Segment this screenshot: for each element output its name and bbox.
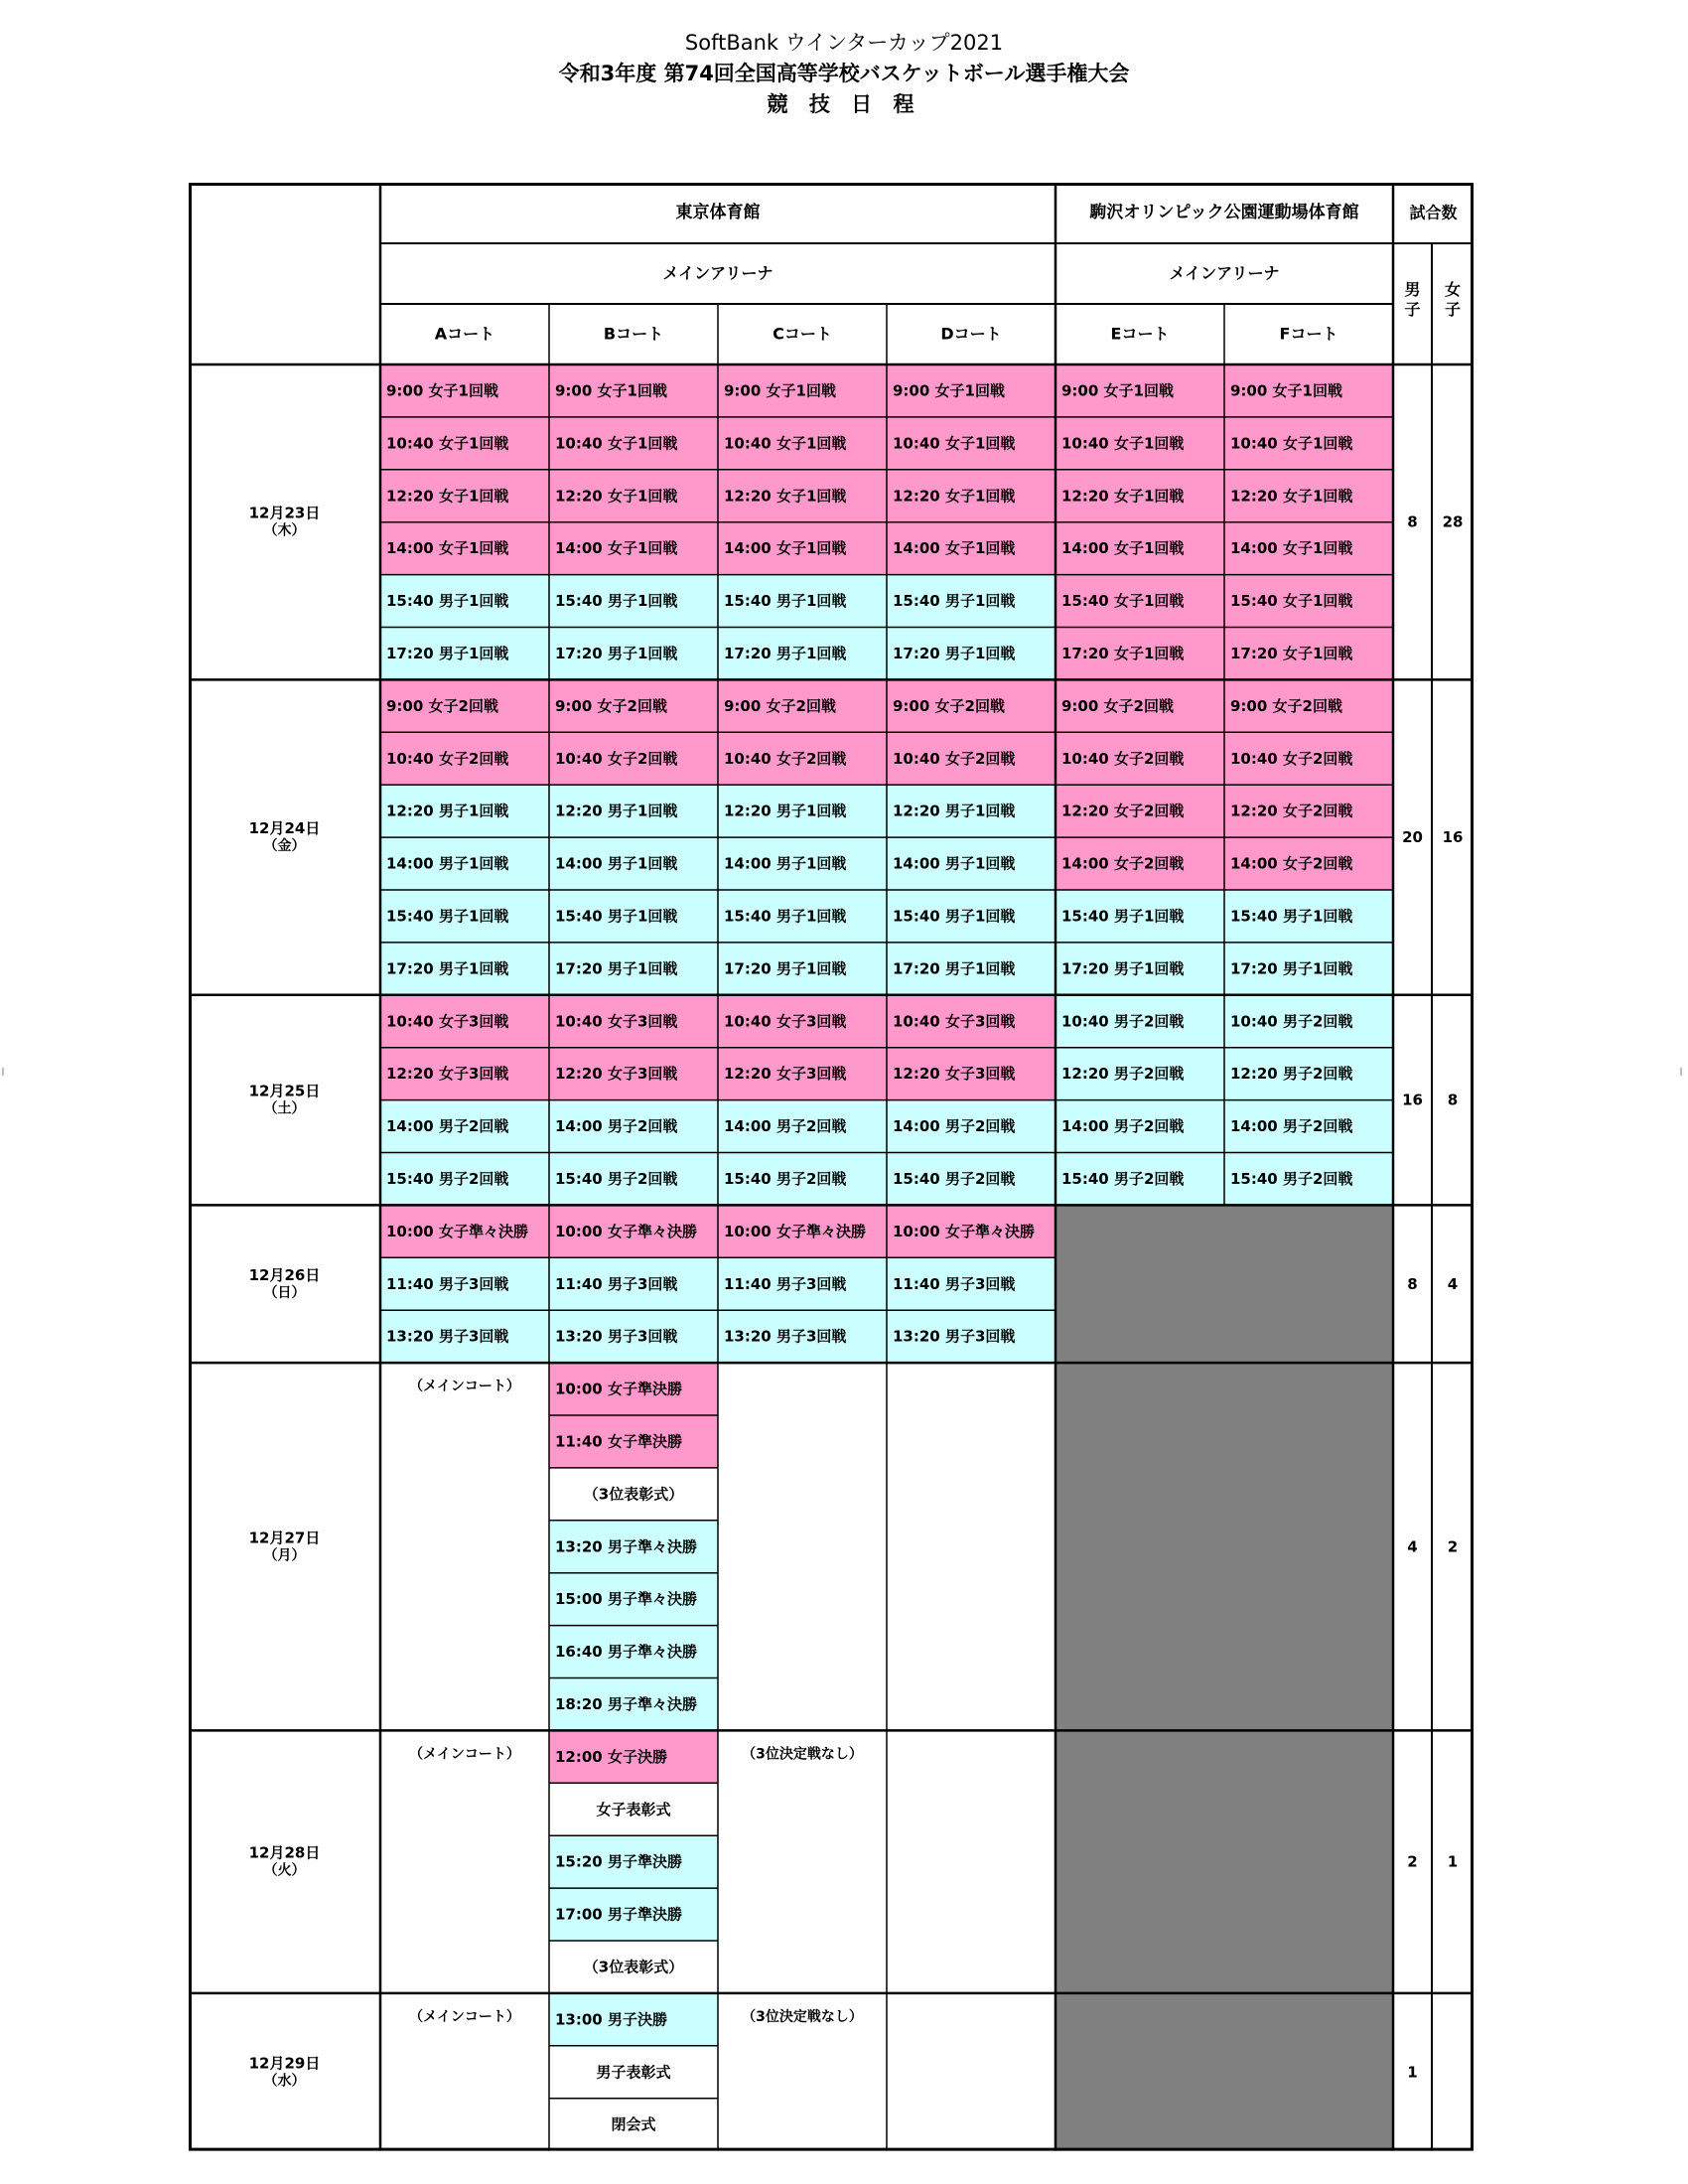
match-cell-label: 14:00 女子1回戦 [1230,539,1353,558]
match-cell-label: 10:40 女子3回戦 [555,1012,678,1031]
match-cell-label: 14:00 男子2回戦 [893,1117,1016,1136]
match-cell-label: 9:00 女子1回戦 [1230,381,1342,400]
court-header-b: Bコート [603,324,664,344]
match-cell-label: 10:40 女子1回戦 [1230,434,1353,453]
match-cell-label: 14:00 女子1回戦 [1061,539,1185,558]
match-cell-label: 11:40 男子3回戦 [386,1274,509,1293]
match-cell-label: 9:00 女子1回戦 [386,381,498,400]
match-cell-label: 9:00 女子2回戦 [1230,696,1342,715]
match-cell-label: 12:20 女子3回戦 [555,1065,678,1084]
no-third-place-note: （3位決定戦なし） [742,1746,863,1763]
match-cell-label: 12:20 男子1回戦 [555,801,678,820]
match-cell-label: 9:00 女子1回戦 [893,381,1005,400]
count-header-men: 男子 [1404,280,1421,319]
match-cell-label: 15:40 女子1回戦 [1061,592,1185,611]
day-date: 12月23日 [248,504,321,522]
venue-komazawa-label: 駒沢オリンピック公園運動場体育館 [1089,203,1359,222]
match-cell-label: 10:00 女子準々決勝 [555,1222,697,1240]
ceremony-label: （3位表彰式） [583,1485,684,1504]
day-date: 12月26日 [248,1265,321,1284]
match-cell-label: 11:40 女子準決勝 [555,1432,682,1451]
schedule-table [189,183,1474,2171]
court-header-d: Dコート [940,324,1002,344]
match-cell-label: 12:20 女子1回戦 [1061,487,1185,506]
match-cell-label: 13:20 男子3回戦 [724,1327,847,1346]
match-cell-label: 14:00 女子1回戦 [386,539,509,558]
match-cell-label: 10:40 女子3回戦 [724,1012,847,1031]
match-cell-label: 10:40 女子3回戦 [893,1012,1016,1031]
match-cell-label: 15:40 男子2回戦 [1061,1169,1185,1188]
match-cell-label: 13:20 男子3回戦 [555,1327,678,1346]
court-header-e: Eコート [1110,324,1170,344]
match-cell-label: 15:40 男子2回戦 [724,1169,847,1188]
match-cell-label: 9:00 女子2回戦 [724,696,836,715]
ceremony-label: 閉会式 [611,2115,656,2134]
match-cell-label: 12:20 女子3回戦 [386,1065,509,1084]
match-cell-label: 10:40 男子2回戦 [1061,1012,1185,1031]
match-cell-label: 15:40 男子1回戦 [386,907,509,926]
count-header-women: 女子 [1444,280,1462,319]
match-cell-label: 10:00 女子準々決勝 [724,1222,866,1240]
match-cell-label: 9:00 女子2回戦 [893,696,1005,715]
match-cell-label: 15:40 男子2回戦 [386,1169,509,1188]
match-cell-label: 10:40 女子2回戦 [1230,749,1353,768]
match-cell-label: 12:20 女子1回戦 [555,487,678,506]
day-weekday: （土） [263,1100,306,1117]
women-match-count: 2 [1447,1537,1459,1556]
match-cell-label: 12:20 男子1回戦 [893,801,1016,820]
day-date: 12月29日 [248,2054,321,2073]
match-cell-label: 15:40 男子1回戦 [724,907,847,926]
match-cell-label: 10:40 女子1回戦 [893,434,1016,453]
women-match-count: 8 [1447,1091,1459,1109]
match-cell-label: 17:20 男子1回戦 [893,644,1016,662]
document-title [0,28,1688,120]
match-cell-label: 17:20 女子1回戦 [1230,644,1353,662]
match-cell-label: 10:00 女子準々決勝 [386,1222,528,1240]
match-cell-label: 15:40 男子1回戦 [555,907,678,926]
match-cell-label: 17:20 男子1回戦 [386,959,509,978]
men-match-count: 2 [1407,1852,1418,1871]
match-cell-label: 14:00 男子1回戦 [555,854,678,873]
ceremony-label: 女子表彰式 [596,1800,671,1819]
match-cell-label: 12:20 女子1回戦 [893,487,1016,506]
day-weekday: （水） [263,2073,306,2090]
left-edge-mark [2,1068,9,1076]
day-weekday: （月） [263,1547,306,1564]
match-cell-label: 11:40 男子3回戦 [555,1274,678,1293]
match-cell-label: 15:40 男子1回戦 [724,592,847,611]
match-cell-label: 17:20 男子1回戦 [386,644,509,662]
match-cell-label: 9:00 女子2回戦 [555,696,667,715]
match-cell-label: 14:00 女子1回戦 [724,539,847,558]
match-cell-label: 12:20 女子2回戦 [1061,801,1185,820]
match-cell-label: 15:40 男子1回戦 [893,907,1016,926]
main-court-note: （メインコート） [409,1379,520,1395]
match-cell-label: 10:40 女子2回戦 [893,749,1016,768]
match-cell-label: 10:40 女子1回戦 [1061,434,1185,453]
match-cell-label: 11:40 男子3回戦 [893,1274,1016,1293]
match-cell-label: 12:20 女子1回戦 [724,487,847,506]
ceremony-label: （3位表彰式） [583,1958,684,1976]
main-court-note: （メインコート） [409,1746,520,1763]
day-weekday: （金） [263,838,306,855]
komazawa-unused-block [1055,1205,1393,2150]
title-sponsor-line: SoftBank ウインターカップ2021 [684,31,1004,55]
match-cell-label: 9:00 女子1回戦 [724,381,836,400]
match-cell-label: 17:20 男子1回戦 [555,959,678,978]
match-cell-label: 15:40 男子1回戦 [1230,907,1353,926]
men-match-count: 16 [1402,1091,1423,1109]
match-cell-label: 15:40 男子1回戦 [386,592,509,611]
match-cell-label: 17:00 男子準決勝 [555,1905,682,1924]
match-cell-label: 13:20 男子準々決勝 [555,1537,697,1556]
match-cell-label: 13:00 男子決勝 [555,2010,667,2029]
match-cell-label: 10:40 女子2回戦 [1061,749,1185,768]
day-date: 12月28日 [248,1843,321,1862]
venue-tokyo-label: 東京体育館 [675,203,761,222]
match-cell-label: 12:20 女子3回戦 [724,1065,847,1084]
right-edge-mark [1680,1068,1687,1076]
match-cell-label: 14:00 女子1回戦 [555,539,678,558]
match-cell-label: 18:20 男子準々決勝 [555,1694,697,1713]
match-count-label: 試合数 [1409,203,1458,222]
court-header-a: Aコート [434,324,495,344]
day-weekday: （火） [263,1862,306,1879]
match-cell-label: 14:00 男子2回戦 [724,1117,847,1136]
match-cell-label: 15:40 女子1回戦 [1230,592,1353,611]
match-cell-label: 12:20 男子2回戦 [1061,1065,1185,1084]
arena-tokyo-label: メインアリーナ [662,263,774,283]
ceremony-label: 男子表彰式 [596,2063,671,2082]
match-cell-label: 15:40 男子2回戦 [893,1169,1016,1188]
match-cell-label: 12:20 女子1回戦 [386,487,509,506]
title-schedule-line: 競 技 日 程 [767,92,921,116]
title-tournament-line: 令和3年度 第74回全国高等学校バスケットボール選手権大会 [558,62,1130,85]
match-cell-label: 15:40 男子1回戦 [1061,907,1185,926]
match-cell-label: 13:20 男子3回戦 [386,1327,509,1346]
men-match-count: 8 [1407,1274,1418,1293]
match-cell-label: 12:20 女子1回戦 [1230,487,1353,506]
match-cell-label: 12:20 男子2回戦 [1230,1065,1353,1084]
match-cell-label: 9:00 女子2回戦 [386,696,498,715]
match-cell-label: 9:00 女子2回戦 [1061,696,1174,715]
match-cell-label: 10:00 女子準決勝 [555,1380,682,1398]
arena-komazawa-label: メインアリーナ [1169,263,1280,283]
match-cell-label: 12:20 男子1回戦 [386,801,509,820]
match-cell-label: 10:40 女子1回戦 [386,434,509,453]
day-weekday: （木） [263,522,306,539]
court-header-f: Fコート [1279,324,1338,344]
match-cell-label: 13:20 男子3回戦 [893,1327,1016,1346]
match-cell-label: 15:40 男子1回戦 [555,592,678,611]
match-cell-label: 14:00 男子1回戦 [386,854,509,873]
match-cell-label: 10:00 女子準々決勝 [893,1222,1035,1240]
match-cell-label: 10:40 女子2回戦 [724,749,847,768]
match-cell-label: 12:20 女子3回戦 [893,1065,1016,1084]
match-cell-label: 12:00 女子決勝 [555,1747,667,1766]
match-cell-label: 15:20 男子準決勝 [555,1852,682,1871]
match-cell-label: 15:00 男子準々決勝 [555,1590,697,1609]
court-header-c: Cコート [773,324,832,344]
match-cell-label: 14:00 男子2回戦 [1230,1117,1353,1136]
match-cell-label: 11:40 男子3回戦 [724,1274,847,1293]
women-match-count: 16 [1442,828,1464,847]
match-cell-label: 17:20 男子1回戦 [1230,959,1353,978]
match-cell-label: 12:20 女子2回戦 [1230,801,1353,820]
match-cell-label: 10:40 女子3回戦 [386,1012,509,1031]
day-date: 12月24日 [248,819,321,838]
match-cell-label: 17:20 男子1回戦 [1061,959,1185,978]
main-court-note: （メインコート） [409,2008,520,2025]
day-weekday: （日） [263,1284,306,1301]
match-cell-label: 15:40 男子2回戦 [1230,1169,1353,1188]
no-third-place-note: （3位決定戦なし） [742,2008,863,2025]
women-match-count: 28 [1442,512,1464,531]
match-cell-label: 10:40 男子2回戦 [1230,1012,1353,1031]
match-cell-label: 14:00 女子1回戦 [893,539,1016,558]
match-cell-label: 14:00 女子2回戦 [1061,854,1185,873]
match-cell-label: 17:20 男子1回戦 [724,644,847,662]
match-cell-label: 14:00 男子1回戦 [724,854,847,873]
match-cell-label: 15:40 男子1回戦 [893,592,1016,611]
match-cell-label: 17:20 男子1回戦 [555,644,678,662]
match-cell-label: 10:40 女子1回戦 [724,434,847,453]
match-cell-label: 14:00 男子2回戦 [1061,1117,1185,1136]
women-match-count: 1 [1447,1852,1459,1871]
women-match-count: 4 [1447,1274,1459,1293]
match-cell-label: 16:40 男子準々決勝 [555,1643,697,1662]
match-cell-label: 14:00 女子2回戦 [1230,854,1353,873]
match-cell-label: 15:40 男子2回戦 [555,1169,678,1188]
match-cell-label: 9:00 女子1回戦 [555,381,667,400]
match-cell-label: 17:20 男子1回戦 [724,959,847,978]
schedule-grid [189,183,1474,2171]
men-match-count: 4 [1407,1537,1418,1556]
match-cell-label: 10:40 女子2回戦 [555,749,678,768]
men-match-count: 20 [1402,828,1423,847]
match-cell-label: 10:40 女子2回戦 [386,749,509,768]
match-cell-label: 17:20 男子1回戦 [893,959,1016,978]
day-date: 12月27日 [248,1529,321,1547]
match-cell-label: 14:00 男子2回戦 [555,1117,678,1136]
match-cell-label: 9:00 女子1回戦 [1061,381,1174,400]
men-match-count: 8 [1407,512,1418,531]
match-cell-label: 12:20 男子1回戦 [724,801,847,820]
match-cell-label: 10:40 女子1回戦 [555,434,678,453]
match-cell-label: 14:00 男子2回戦 [386,1117,509,1136]
match-cell-label: 14:00 男子1回戦 [893,854,1016,873]
day-date: 12月25日 [248,1082,321,1100]
men-match-count: 1 [1407,2063,1418,2082]
match-cell-label: 17:20 女子1回戦 [1061,644,1185,662]
